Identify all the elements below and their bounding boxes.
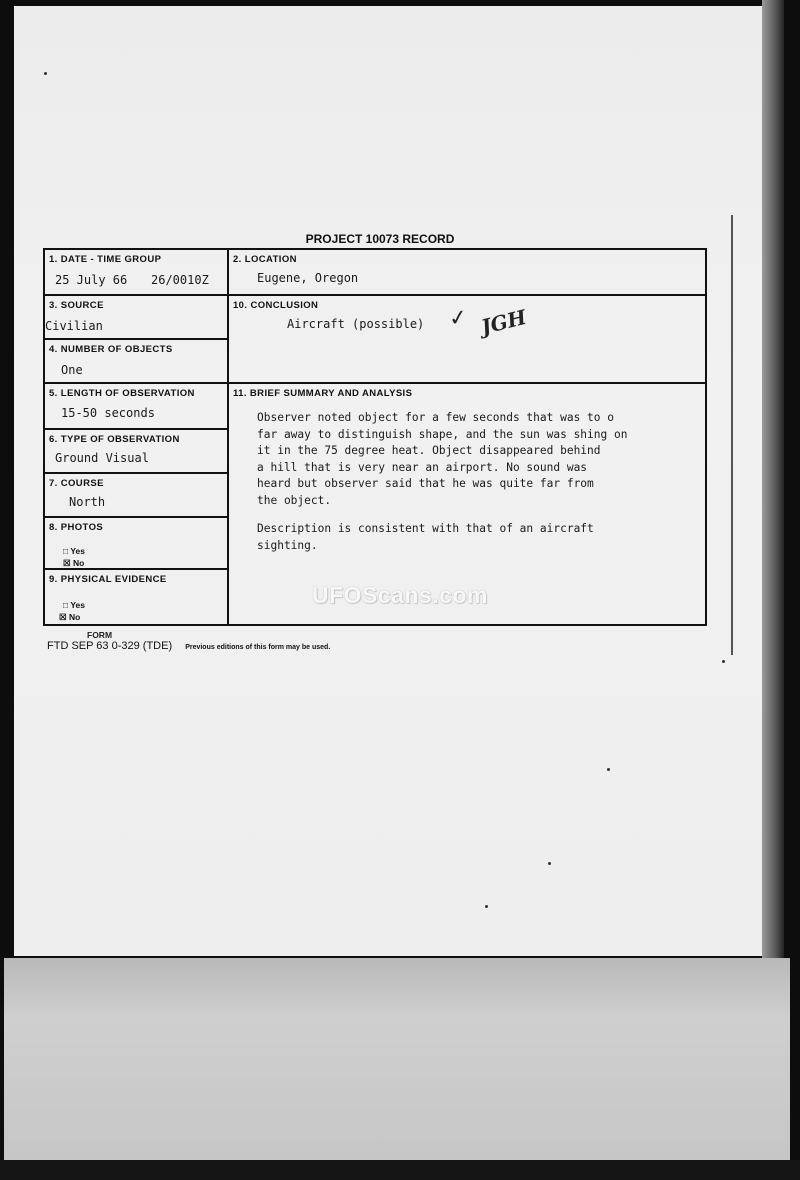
summary-line: Observer noted object for a few seconds that was to o bbox=[257, 411, 614, 424]
watermark: UFOScans.com bbox=[312, 582, 488, 608]
conclusion-value: Aircraft (possible) bbox=[287, 317, 425, 331]
length-of-observation-cell bbox=[45, 382, 227, 428]
margin-rule bbox=[731, 215, 733, 655]
summary-line: sighting. bbox=[257, 538, 318, 552]
source-cell bbox=[45, 294, 227, 338]
form-title: PROJECT 10073 RECORD bbox=[305, 232, 455, 246]
dust-speck bbox=[44, 72, 47, 75]
footer-form-word: FORM bbox=[87, 630, 113, 640]
course-label: 7. COURSE bbox=[49, 478, 104, 489]
summary-line: Description is consistent with that of an aircraft bbox=[257, 522, 594, 535]
summary-label: 11. BRIEF SUMMARY AND ANALYSIS bbox=[233, 388, 413, 399]
location-label: 2. LOCATION bbox=[233, 254, 297, 265]
summary-line: far away to distinguish shape, and the sun was shing on bbox=[257, 427, 628, 441]
length-of-observation-value: 15-50 seconds bbox=[61, 406, 155, 420]
source-label: 3. SOURCE bbox=[49, 300, 104, 311]
summary-line: a hill that is very near an airport. No sound was bbox=[257, 460, 588, 474]
form-edition-note: Previous editions of this form may be used. bbox=[185, 644, 331, 651]
physical-evidence-cell bbox=[45, 568, 227, 624]
summary-text bbox=[257, 410, 677, 566]
photos-no-checkbox: ☒ No bbox=[63, 558, 85, 568]
date-time-label: 1. DATE - TIME GROUP bbox=[49, 254, 162, 265]
photos-cell bbox=[45, 516, 227, 568]
date-time-cell bbox=[45, 250, 227, 294]
number-of-objects-cell bbox=[45, 338, 227, 382]
photos-yes-checkbox: □ Yes bbox=[63, 546, 85, 556]
scan-bottom-edge bbox=[0, 1160, 800, 1180]
dust-speck bbox=[607, 768, 610, 771]
dust-speck bbox=[485, 905, 488, 908]
summary-line: it in the 75 degree heat. Object disappeared behind bbox=[257, 444, 601, 457]
form-id: FTD SEP 63 0-329 (TDE) bbox=[47, 640, 173, 652]
type-of-observation-cell bbox=[45, 428, 227, 472]
dust-speck bbox=[722, 660, 725, 663]
check-mark-icon: ✓ bbox=[447, 304, 470, 333]
summary-line: heard but observer said that he was quite far from bbox=[257, 477, 594, 490]
initials-signature: JGH bbox=[478, 304, 529, 340]
number-of-objects-value: One bbox=[61, 363, 83, 377]
physical-evidence-no-checkbox: ☒ No bbox=[59, 612, 81, 622]
project-record-form bbox=[43, 248, 707, 626]
length-of-observation-label: 5. LENGTH OF OBSERVATION bbox=[49, 388, 195, 399]
time-value: 26/0010Z bbox=[151, 273, 209, 287]
photos-label: 8. PHOTOS bbox=[49, 522, 104, 533]
date-value: 25 July 66 bbox=[55, 273, 128, 287]
source-value: Civilian bbox=[45, 319, 103, 333]
location-cell bbox=[227, 250, 705, 294]
type-of-observation-label: 6. TYPE OF OBSERVATION bbox=[49, 434, 180, 445]
summary-paragraph-1 bbox=[257, 410, 677, 509]
physical-evidence-yes-checkbox: □ Yes bbox=[63, 600, 85, 610]
course-cell bbox=[45, 472, 227, 516]
course-value: North bbox=[69, 495, 106, 509]
conclusion-cell bbox=[227, 294, 705, 382]
page-edge-shadow bbox=[762, 0, 784, 958]
type-of-observation-value: Ground Visual bbox=[55, 451, 149, 465]
summary-line: the object. bbox=[257, 493, 332, 507]
underlying-sheet bbox=[4, 958, 790, 1162]
physical-evidence-label: 9. PHYSICAL EVIDENCE bbox=[49, 574, 167, 585]
footer-form-id bbox=[47, 640, 330, 652]
conclusion-label: 10. CONCLUSION bbox=[233, 300, 319, 311]
summary-paragraph-2 bbox=[257, 521, 677, 554]
dust-speck bbox=[548, 862, 551, 865]
location-value: Eugene, Oregon bbox=[257, 271, 359, 285]
number-of-objects-label: 4. NUMBER OF OBJECTS bbox=[49, 344, 173, 355]
